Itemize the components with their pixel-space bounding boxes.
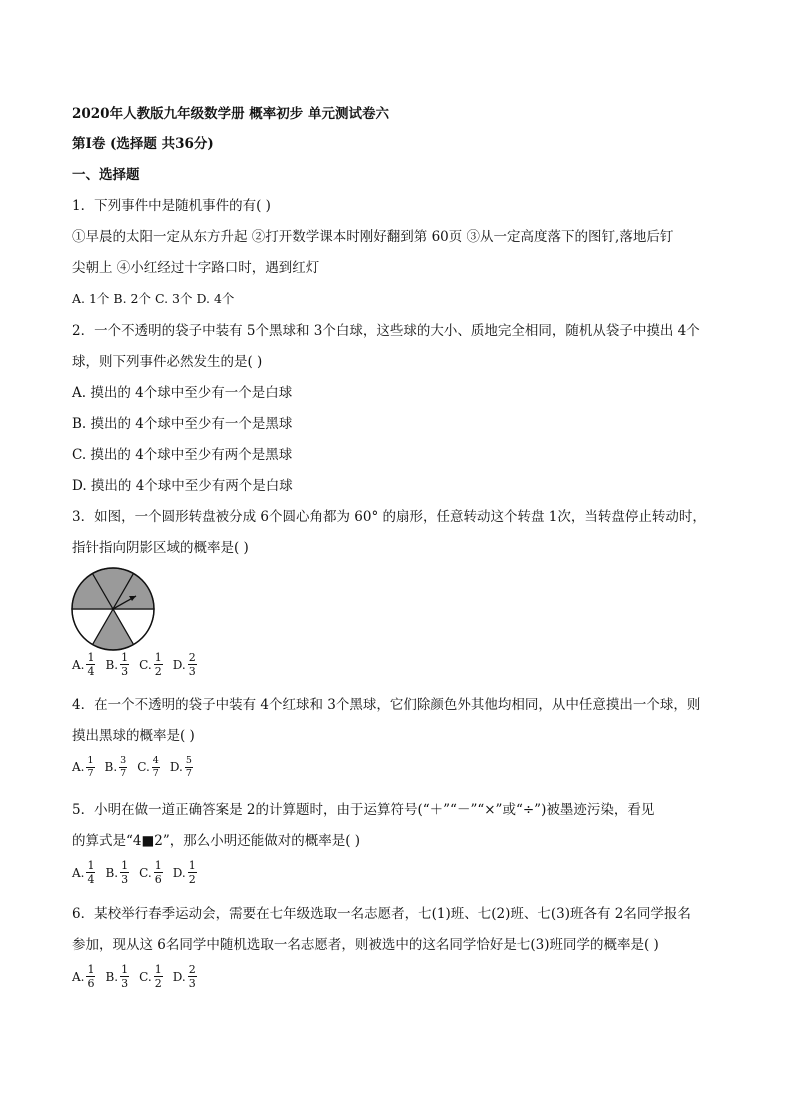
q6-stem-line2: 参加，现从这 6名同学中随机选取一名志愿者，则被选中的这名同学恰好是七(3)班同学的概率是( ) bbox=[72, 937, 659, 953]
fraction-numerator: 2 bbox=[188, 651, 196, 664]
q5-stem: 5．小明在做一道正确答案是 2的计算题时，由于运算符号(“＋”“－”“×”或“÷”)被墨迹污染，看见 bbox=[72, 802, 655, 818]
fraction-denominator: 2 bbox=[154, 977, 162, 990]
q1-statements-line1: ①早晨的太阳一定从东方升起 ②打开数学课本时刚好翻到第 60页 ③从一定高度落下的图钉,落地后钉 bbox=[72, 229, 674, 245]
q6-option-c bbox=[139, 964, 163, 989]
option-letter: A. bbox=[72, 865, 85, 880]
fraction-numerator: 1 bbox=[87, 963, 95, 976]
fraction-denominator: 7 bbox=[152, 767, 159, 779]
fraction-denominator: 3 bbox=[121, 977, 129, 990]
q5-option-a bbox=[72, 860, 95, 885]
fraction-numerator: 1 bbox=[87, 755, 94, 766]
option-letter: D. bbox=[172, 969, 186, 984]
q6-options bbox=[72, 964, 207, 989]
fraction bbox=[152, 756, 160, 778]
q2-option-d: D. 摸出的 4个球中至少有两个是白球 bbox=[72, 478, 293, 494]
fraction-denominator: 6 bbox=[87, 977, 95, 990]
fraction bbox=[86, 964, 95, 989]
q1-options: A. 1个 B. 2个 C. 3个 D. 4个 bbox=[72, 291, 235, 306]
fraction-numerator: 1 bbox=[188, 859, 196, 872]
q6-option-a bbox=[72, 964, 95, 989]
fraction-denominator: 3 bbox=[188, 977, 196, 990]
fraction-denominator: 4 bbox=[87, 665, 95, 678]
fraction-denominator: 3 bbox=[121, 873, 129, 886]
fraction bbox=[120, 964, 129, 989]
option-letter: C. bbox=[139, 657, 152, 672]
fraction bbox=[154, 860, 163, 885]
fraction bbox=[154, 964, 163, 989]
option-letter: A. bbox=[72, 760, 85, 774]
fraction bbox=[120, 860, 129, 885]
q6-option-b bbox=[105, 964, 129, 989]
q4-option-b bbox=[105, 756, 128, 778]
q2-stem: 2．一个不透明的袋子中装有 5个黑球和 3个白球，这些球的大小、质地完全相同，随机从袋子中摸出 4个 bbox=[72, 323, 700, 339]
fraction-numerator: 4 bbox=[152, 755, 159, 766]
option-letter: B. bbox=[105, 865, 119, 880]
fraction bbox=[185, 756, 193, 778]
document-title: 2020年人教版九年级数学册 概率初步 单元测试卷六 bbox=[72, 106, 389, 122]
fraction-numerator: 1 bbox=[121, 963, 129, 976]
option-letter: A. bbox=[72, 969, 85, 984]
fraction bbox=[154, 652, 163, 677]
fraction-numerator: 5 bbox=[185, 755, 192, 766]
fraction bbox=[120, 652, 129, 677]
q3-options bbox=[72, 652, 207, 677]
fraction bbox=[188, 652, 197, 677]
q4-option-d bbox=[170, 756, 193, 778]
fraction bbox=[188, 964, 197, 989]
q6-option-d bbox=[173, 964, 197, 989]
fraction bbox=[86, 652, 95, 677]
q5-stem-line2: 的算式是“4■2”，那么小明还能做对的概率是( ) bbox=[72, 833, 361, 849]
fraction-denominator: 4 bbox=[87, 873, 95, 886]
q4-option-a bbox=[72, 756, 95, 778]
fraction-denominator: 7 bbox=[87, 767, 94, 779]
fraction bbox=[86, 756, 94, 778]
fraction-numerator: 3 bbox=[120, 755, 127, 766]
fraction-denominator: 3 bbox=[188, 665, 196, 678]
option-letter: C. bbox=[139, 865, 152, 880]
fraction bbox=[188, 860, 197, 885]
option-letter: B. bbox=[104, 760, 118, 774]
q6-stem: 6．某校举行春季运动会，需要在七年级选取一名志愿者，七(1)班、七(2)班、七(3)班各有 2名同学报名 bbox=[72, 906, 691, 922]
q3-stem-line2: 指针指向阴影区域的概率是( ) bbox=[72, 540, 249, 556]
q5-option-c bbox=[139, 860, 163, 885]
q2-option-a: A. 摸出的 4个球中至少有一个是白球 bbox=[72, 385, 293, 401]
option-letter: B. bbox=[105, 969, 119, 984]
q4-option-c bbox=[137, 756, 160, 778]
q2-stem-line2: 球，则下列事件必然发生的是( ) bbox=[72, 354, 263, 370]
section-heading: 第Ⅰ卷 (选择题 共36分) bbox=[72, 136, 214, 152]
q2-option-c: C. 摸出的 4个球中至少有两个是黑球 bbox=[72, 447, 293, 463]
fraction-numerator: 1 bbox=[154, 963, 162, 976]
q4-options bbox=[72, 756, 203, 778]
fraction-numerator: 1 bbox=[121, 651, 129, 664]
fraction-denominator: 2 bbox=[188, 873, 196, 886]
q2-option-b: B. 摸出的 4个球中至少有一个是黑球 bbox=[72, 416, 293, 432]
option-letter: B. bbox=[105, 657, 119, 672]
fraction bbox=[86, 860, 95, 885]
q3-option-b bbox=[105, 652, 129, 677]
fraction-denominator: 2 bbox=[154, 665, 162, 678]
fraction bbox=[119, 756, 127, 778]
q5-options bbox=[72, 860, 207, 885]
q5-option-d bbox=[173, 860, 197, 885]
q1-stem: 1．下列事件中是随机事件的有( ) bbox=[72, 198, 271, 214]
fraction-numerator: 1 bbox=[154, 859, 162, 872]
fraction-denominator: 7 bbox=[185, 767, 192, 779]
q4-stem-line2: 摸出黑球的概率是( ) bbox=[72, 728, 195, 744]
option-letter: D. bbox=[172, 657, 186, 672]
fraction-numerator: 2 bbox=[188, 963, 196, 976]
fraction-denominator: 7 bbox=[120, 767, 127, 779]
q4-stem: 4．在一个不透明的袋子中装有 4个红球和 3个黑球，它们除颜色外其他均相同，从中任意摸出一个球，则 bbox=[72, 697, 701, 713]
spinner-figure bbox=[70, 566, 160, 656]
fraction-numerator: 1 bbox=[87, 859, 95, 872]
fraction-denominator: 6 bbox=[154, 873, 162, 886]
q5-option-b bbox=[105, 860, 129, 885]
fraction-numerator: 1 bbox=[154, 651, 162, 664]
part-heading: 一、选择题 bbox=[72, 167, 140, 183]
fraction-denominator: 3 bbox=[121, 665, 129, 678]
option-letter: C. bbox=[137, 760, 150, 774]
q3-option-c bbox=[139, 652, 163, 677]
option-letter: D. bbox=[169, 760, 183, 774]
q3-option-a bbox=[72, 652, 95, 677]
q3-option-d bbox=[173, 652, 197, 677]
option-letter: C. bbox=[139, 969, 152, 984]
q3-stem: 3．如图，一个圆形转盘被分成 6个圆心角都为 60° 的扇形，任意转动这个转盘 1次，当转盘停止转动时， bbox=[72, 509, 706, 525]
option-letter: D. bbox=[172, 865, 186, 880]
q1-statements-line2: 尖朝上 ④小红经过十字路口时，遇到红灯 bbox=[72, 260, 320, 276]
fraction-numerator: 1 bbox=[87, 651, 95, 664]
option-letter: A. bbox=[72, 657, 85, 672]
fraction-numerator: 1 bbox=[121, 859, 129, 872]
